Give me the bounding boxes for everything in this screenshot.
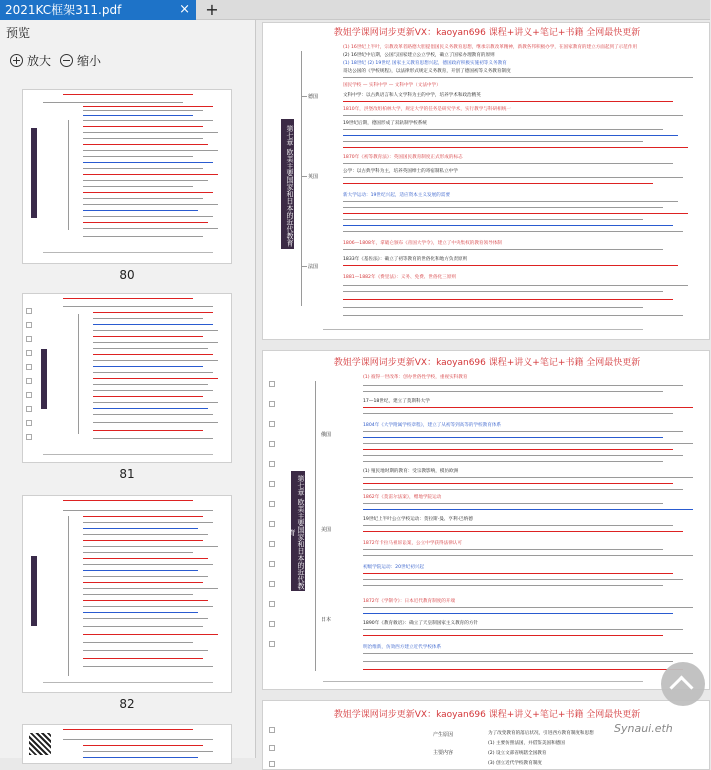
document-page-81 bbox=[262, 350, 710, 690]
qr-code-icon bbox=[29, 733, 51, 755]
outline-line: (1) 18世纪 (2) 19世纪 国家主义教育思想兴起，德国政府积极实施初等义务教育 bbox=[343, 61, 507, 66]
outline-line: 17—18世纪，建立了莫斯科大学 bbox=[363, 399, 430, 404]
zoom-out-label: 缩小 bbox=[77, 54, 102, 68]
zoom-in-icon bbox=[10, 54, 23, 67]
outline-line: 1881—1882年《费里法》：义务、免费、世俗化三原则 bbox=[343, 275, 456, 280]
branch-content: 主要内容 bbox=[433, 750, 454, 756]
branch-usa: 美国 bbox=[321, 527, 332, 533]
scroll-to-top-button[interactable] bbox=[661, 662, 705, 706]
branch-france: 法国 bbox=[308, 264, 319, 270]
page-header: 教姐学课网词步更新VX：kaoyan696 课程+讲义+笔记+书籍 全网最快更新 bbox=[333, 358, 641, 368]
thumbnail-page-82[interactable] bbox=[22, 495, 232, 693]
zoom-out-button[interactable] bbox=[60, 52, 101, 69]
outline-line: 1862年《莫雷尔法案》，赠地学院运动 bbox=[363, 495, 442, 500]
sidebar-title: 预览 bbox=[6, 26, 31, 40]
outline-line: 初级学院运动：20世纪初兴起 bbox=[363, 565, 424, 570]
branch-england: 英国 bbox=[308, 174, 319, 180]
zoom-out-icon bbox=[60, 54, 73, 67]
outline-line: (1) 彼得一世改革：创办世俗性学校，重视实科教育 bbox=[363, 375, 468, 380]
outline-line: 19世纪上半叶公立学校运动：贺拉斯·曼、亨利·巴纳德 bbox=[363, 517, 473, 522]
outline-line: 1890年《教育敕语》：确立了天皇制国家主义教育的方针 bbox=[363, 621, 479, 626]
thumbnail-page-80[interactable] bbox=[22, 89, 232, 264]
outline-line: 为了改变教育的落后状况，引进西方教育制度和思想 bbox=[488, 731, 594, 736]
branch-japan: 日本 bbox=[321, 617, 332, 623]
outline-line: 新大学运动：19世纪兴起，适应资本主义发展的需要 bbox=[343, 193, 450, 198]
outline-line: 国民学校 — 实科中学 — 文科中学（文法中学） bbox=[343, 83, 441, 88]
outline-line: 1806—1808年，拿破仑颁布《帝国大学令》，建立了中央集权的教育领导体制 bbox=[343, 241, 502, 246]
branch-russia: 俄国 bbox=[321, 432, 332, 438]
chapter-title: 第七章 欧美主要国家和日本的近代教育 bbox=[281, 119, 294, 249]
outline-line: 公学：以古典学科为主，培养英国绅士的寄宿制私立中学 bbox=[343, 169, 458, 174]
outline-line: (1) 主要仿照法国，并借鉴美国和德国 bbox=[488, 741, 565, 746]
document-page-80 bbox=[262, 22, 710, 340]
page-header: 教姐学课网词步更新VX：kaoyan696 课程+讲义+笔记+书籍 全网最快更新 bbox=[333, 28, 641, 38]
zoom-in-label: 放大 bbox=[27, 54, 52, 68]
thumbnail-page-81[interactable] bbox=[22, 293, 232, 463]
outline-line: 文科中学：以古典语言和人文学科为主的中学，培养学术和政治精英 bbox=[343, 93, 481, 98]
zoom-in-button[interactable] bbox=[10, 52, 51, 69]
outline-line: (1) 殖民地时期的教育：受宗教影响，模仿欧洲 bbox=[363, 469, 459, 474]
outline-line: (2) 16世纪中后期，公国与国家建立公立学校，确立了国家办理教育的原则 bbox=[343, 53, 495, 58]
thumbnail-label-80: 80 bbox=[119, 268, 135, 282]
outline-line: 19世纪后期，德国形成了双轨制学校系统 bbox=[343, 121, 427, 126]
outline-line: 哥达公国的《学校规程》，以法律形式规定义务教育，开创了德国初等义务教育制度 bbox=[343, 69, 511, 74]
document-view[interactable] bbox=[257, 20, 710, 766]
outline-line: (2) 设立文部省统辖全国教育 bbox=[488, 751, 547, 756]
chapter-title: 第七章 欧美主要国家和日本的近代教育 bbox=[291, 471, 305, 591]
outline-line: 1804年《大学附属学校章程》，建立了从初等到高等的学校教育体系 bbox=[363, 423, 502, 428]
preview-sidebar bbox=[0, 20, 256, 758]
outline-line: (3) 创立近代学校教育制度 bbox=[488, 761, 542, 766]
thumbnail-label-81: 81 bbox=[119, 467, 135, 481]
thumbnail-label-82: 82 bbox=[119, 697, 135, 711]
outline-line: 1833年《基佐法》：确立了初等教育的世俗化和地方负责原则 bbox=[343, 257, 468, 262]
watermark: Synaui.eth bbox=[614, 722, 673, 735]
tab-document[interactable] bbox=[0, 0, 196, 20]
close-icon[interactable]: × bbox=[179, 2, 190, 17]
outline-line: (1) 16世纪上半叶，宗教改革者路德大胆提倡国民义务教育思想，继承宗教改革精神，新教各邦积极办学，在国家教育的建立方面起到了示范作用 bbox=[343, 45, 638, 50]
tab-title: 2021KC框架311.pdf bbox=[5, 3, 122, 17]
outline-line: 1872年卡拉马祖诉讼案，公立中学获得法律认可 bbox=[363, 541, 462, 546]
document-page-82 bbox=[262, 700, 710, 770]
outline-line: 1870年《初等教育法》：英国国民教育制度正式形成的标志 bbox=[343, 155, 463, 160]
branch-cause: 产生原因 bbox=[433, 732, 454, 738]
page-header: 教姐学课网词步更新VX：kaoyan696 课程+讲义+笔记+书籍 全网最快更新 bbox=[333, 710, 641, 720]
add-tab-button[interactable]: + bbox=[205, 0, 219, 19]
thumbnail-page-83[interactable] bbox=[22, 724, 232, 764]
branch-germany: 德国 bbox=[308, 94, 319, 100]
tab-bar bbox=[0, 0, 710, 20]
outline-line: 1810年，洪堡改组柏林大学，规定大学的任务是研究学术，实行教学与科研相统一 bbox=[343, 107, 511, 112]
outline-line: 明治维新，仿效西方建立近代学校体系 bbox=[363, 645, 442, 650]
outline-line: 1872年《学制令》：日本近代教育制度的开端 bbox=[363, 599, 456, 604]
